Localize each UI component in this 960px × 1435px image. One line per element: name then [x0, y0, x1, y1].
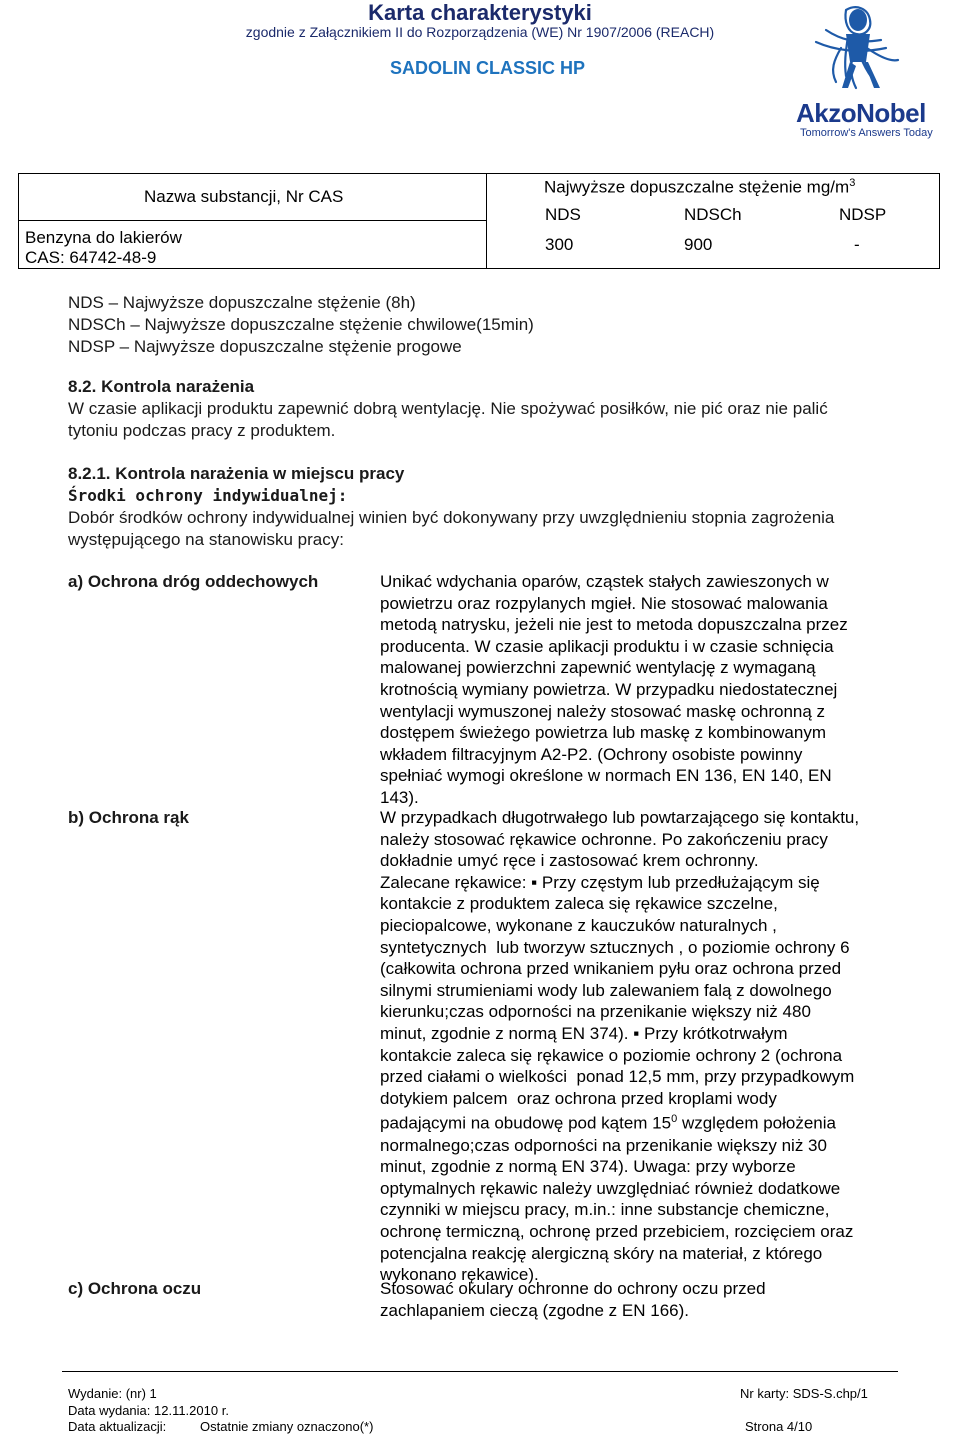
- respiratory-line: 143).: [380, 787, 419, 807]
- section-8-2-text-line2: tytoniu podczas pracy z produktem.: [68, 421, 336, 440]
- hand-line: normalnego;czas odporności na przenikanie większy niż 30: [380, 1135, 827, 1155]
- section-8-2-heading: 8.2. Kontrola narażenia: [68, 377, 255, 396]
- hand-line: Zalecane rękawice: ▪ Przy częstym lub przedłużającym się: [380, 872, 820, 892]
- ppe-subheading: Środki ochrony indywidualnej:: [68, 486, 348, 505]
- hand-line: silnymi strumieniami wody lub zalewaniem falą z dowolnego: [380, 980, 832, 1000]
- akzonobel-tagline: Tomorrow's Answers Today: [800, 127, 933, 139]
- respiratory-line: wentylacji wymuszonej należy stosować maskę ochronną z: [380, 701, 826, 721]
- table-subheader-ndsch: NDSCh: [684, 205, 742, 224]
- document-title: Karta charakterystyki: [368, 0, 592, 25]
- section-8-2-1-heading: 8.2.1. Kontrola narażenia w miejscu pracy: [68, 464, 405, 483]
- akzonobel-logo-text: AkzoNobel: [796, 98, 926, 128]
- table-column-divider: [486, 174, 487, 268]
- respiratory-protection-label: a) Ochrona dróg oddechowych: [68, 572, 319, 591]
- respiratory-line: dostępem świeżego powietrza lub maskę z kombinowanym: [380, 723, 826, 743]
- substance-name: Benzyna do lakierów: [25, 228, 182, 247]
- value-nds: 300: [545, 235, 574, 254]
- table-row-divider: [19, 220, 486, 221]
- footer-edition: Wydanie: (nr) 1: [68, 1386, 157, 1401]
- footer-divider: [62, 1371, 898, 1372]
- hand-line: kontakcie z produktem zaleca się rękawice szczelne,: [380, 894, 778, 914]
- hand-line: (całkowita ochrona przed wnikaniem pyłu oraz ochrona przed: [380, 959, 842, 979]
- footer-update-label: Data aktualizacji:: [68, 1419, 167, 1434]
- exposure-limits-table: [18, 173, 940, 269]
- abbreviation-ndsch: NDSCh – Najwyższe dopuszczalne stężenie chwilowe(15min): [68, 315, 534, 334]
- footer-update-value: Ostatnie zmiany oznaczono(*): [200, 1419, 374, 1434]
- hand-line-part: padającymi na obudowę pod kątem 15: [380, 1113, 672, 1133]
- eye-protection-text: [380, 1278, 907, 1321]
- section-8-2-text-line1: W czasie aplikacji produktu zapewnić dobrą wentylację. Nie spożywać posiłków, nie pić oraz nie palić: [68, 399, 828, 418]
- hand-line: minut, zgodnie z normą EN 374). Uwaga: przy wyborze: [380, 1157, 796, 1177]
- respiratory-line: spełniać wymogi określone w normach EN 136, EN 140, EN: [380, 766, 832, 786]
- table-subheader-ndsp: NDSP: [839, 205, 887, 224]
- hand-line: wykonano rękawice).: [380, 1265, 539, 1285]
- hand-line: przed ciałami o wielkości ponad 12,5 mm, przy przypadkowym: [380, 1067, 855, 1087]
- eye-protection-label: c) Ochrona oczu: [68, 1279, 202, 1298]
- respiratory-line: producenta. W czasie aplikacji produktu i w czasie schnięcia: [380, 636, 834, 656]
- regulation-subtitle: zgodnie z Załącznikiem II do Rozporządzenia (WE) Nr 1907/2006 (REACH): [245, 24, 715, 40]
- hand-line: czynniki w miejscu pracy, m.in.: inne substancje chemiczne,: [380, 1200, 830, 1220]
- hand-line: W przypadkach długotrwałego lub powtarzającego się kontaktu,: [380, 808, 860, 827]
- respiratory-line: powietrzu oraz rozpylanych mgieł. Nie stosować malowania: [380, 593, 828, 613]
- footer-issue-date: Data wydania: 12.11.2010 r.: [68, 1403, 229, 1418]
- hand-protection-text: [380, 807, 907, 1286]
- abbreviation-nds: NDS – Najwyższe dopuszczalne stężenie (8h): [68, 293, 416, 312]
- hand-line: syntetycznych lub tworzyw sztucznych , o poziomie ochrony 6: [380, 937, 850, 957]
- respiratory-line: malowanej powierzchni zapewnić wentylację z wymaganą: [380, 658, 816, 678]
- hand-line: dokładnie umyć ręce i zastosować krem ochronny.: [380, 851, 759, 871]
- hand-line: pieciopalcowe, wykonane z kauczuków naturalnych ,: [380, 915, 777, 935]
- value-ndsch: 900: [684, 235, 713, 254]
- table-header-limits: Najwyższe dopuszczalne stężenie $mg/m^3$: [544, 177, 856, 197]
- value-ndsp: -: [854, 235, 860, 254]
- footer-page-number: Strona 4/10: [745, 1419, 813, 1434]
- eye-line: Stosować okulary ochronne do ochrony oczu przed: [380, 1279, 766, 1298]
- footer-card-number: Nr karty: SDS-S.chp/1: [740, 1386, 868, 1401]
- hand-line: kontakcie zaleca się rękawice o poziomie ochrony 2 (ochrona: [380, 1045, 843, 1065]
- unit-superscript: 3: [849, 177, 856, 189]
- hand-line-with-degree: [380, 1109, 907, 1134]
- table-subheader-nds: NDS: [545, 205, 581, 224]
- respiratory-line: Unikać wdychania oparów, cząstek stałych zawieszonych w: [380, 572, 829, 591]
- table-header-substance: Nazwa substancji, Nr CAS: [144, 187, 344, 206]
- hand-protection-label: b) Ochrona rąk: [68, 808, 189, 827]
- respiratory-line: krotnością wymiany powietrza. W przypadku niedostatecznej: [380, 679, 838, 699]
- section-8-2-1-text-line1: Dobór środków ochrony indywidualnej winien być dokonywany przy uwzględnieniu stopnia zagrożenia: [68, 508, 835, 527]
- hand-line: minut, zgodnie z normą EN 374). ▪ Przy krótkotrwałym: [380, 1023, 788, 1043]
- product-name: SADOLIN CLASSIC HP: [390, 58, 586, 78]
- respiratory-line: wkładem filtracyjnym A2-P2. (Ochrony osobiste powinny: [380, 744, 803, 764]
- degree-superscript: 0: [671, 1113, 678, 1126]
- substance-cas: CAS: 64742-48-9: [25, 248, 157, 267]
- hand-line: należy stosować rękawice ochronne. Po zakończeniu pracy: [380, 829, 828, 849]
- hand-line: ochronę termiczną, ochronę przed przebiciem, rozcięciem oraz: [380, 1221, 854, 1241]
- respiratory-line: metodą natrysku, jeżeli nie jest to metoda dopuszczalna przez: [380, 615, 848, 635]
- hand-line-part: względem położenia: [677, 1113, 836, 1133]
- section-8-2-1-text-line2: występującego na stanowisku pracy:: [68, 530, 344, 549]
- hand-line: dotykiem palcem oraz ochrona przed kroplami wody: [380, 1088, 777, 1108]
- eye-line: zachlapaniem cieczą (zgodne z EN 166).: [380, 1300, 689, 1320]
- abbreviation-ndsp: NDSP – Najwyższe dopuszczalne stężenie progowe: [68, 337, 462, 356]
- respiratory-protection-text: [380, 571, 907, 809]
- hand-line: potencjalna reakcję alergiczną skóry na materiał, z którego: [380, 1243, 823, 1263]
- hand-line: optymalnych rękawic należy uwzględniać również dodatkowe: [380, 1178, 841, 1198]
- hand-line: kierunku;czas odporności na przenikanie większy niż 480: [380, 1002, 811, 1022]
